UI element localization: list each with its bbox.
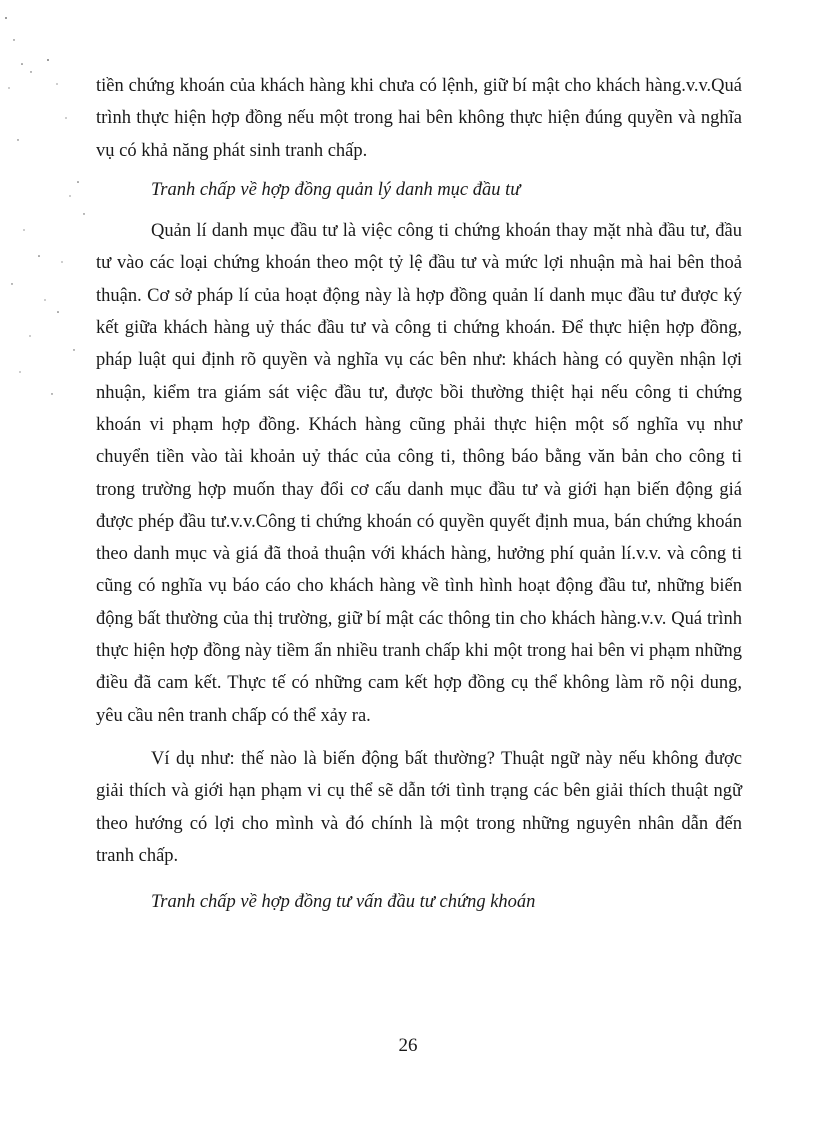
paragraph-portfolio-management: Quản lí danh mục đầu tư là việc công ti chứng khoán thay mặt nhà đầu tư, đầu tư vào các loại chứng khoán theo một tỷ lệ đầu tư và mức lợi nhuận mà hai bên thoả thuận. Cơ sở pháp lí của hoạt động này là hợp đồng quản lí danh mục đầu tư được ký kết giữa khách hàng uỷ thác đầu tư và công ti chứng khoán. Để thực hiện hợp đồng, pháp luật qui định rõ quyền và nghĩa vụ các bên như: khách hàng có quyền nhận lợi nhuận, kiểm tra giám sát việc đầu tư, được bồi thường thiệt hại nếu công ti chứng khoán vi phạm hợp đồng. Khách hàng cũng phải thực hiện một số nghĩa vụ như chuyển tiền vào tài khoản uỷ thác của công ti, thông báo bằng văn bản cho công ti trong trường hợp muốn thay đổi cơ cấu danh mục đầu tư và giới hạn biến động giá được phép đầu tư.v.v.Công ti chứng khoán có quyền quyết định mua, bán chứng khoán theo danh mục và giá đã thoả thuận với khách hàng, hưởng phí quản lí.v.v. và công ti cũng có nghĩa vụ báo cáo cho khách hàng về tình hình hoạt động đầu tư, những biến động bất thường của thị trường, giữ bí mật các thông tin cho khách hàng.v.v. Quá trình thực hiện hợp đồng này tiềm ẩn nhiều tranh chấp khi một trong hai bên vi phạm những điều đã cam kết. Thực tế có những cam kết hợp đồng cụ thể không làm rõ nội dung, yêu cầu nên tranh chấp có thể xảy ra. [96, 221, 742, 726]
section-heading-investment-advisory: Tranh chấp về hợp đồng tư vấn đầu tư chứng khoán [151, 892, 536, 913]
body-text [96, 70, 742, 918]
scan-noise-marks [0, 0, 90, 420]
paragraph-continuation: tiền chứng khoán của khách hàng khi chưa có lệnh, giữ bí mật cho khách hàng.v.v.Quá trình thực hiện hợp đồng nếu một trong hai bên không thực hiện đúng quyền và nghĩa vụ có khả năng phát sinh tranh chấp. [96, 76, 742, 161]
paragraph-example: Ví dụ như: thế nào là biến động bất thường? Thuật ngữ này nếu không được giải thích và giới hạn phạm vi cụ thể sẽ dẫn tới tình trạng các bên giải thích thuật ngữ theo hướng có lợi cho mình và đó chính là một trong những nguyên nhân dẫn đến tranh chấp. [96, 748, 742, 866]
section-heading-portfolio-management: Tranh chấp về hợp đồng quản lý danh mục đầu tư [151, 179, 521, 200]
page-number: 26 [398, 1035, 418, 1056]
